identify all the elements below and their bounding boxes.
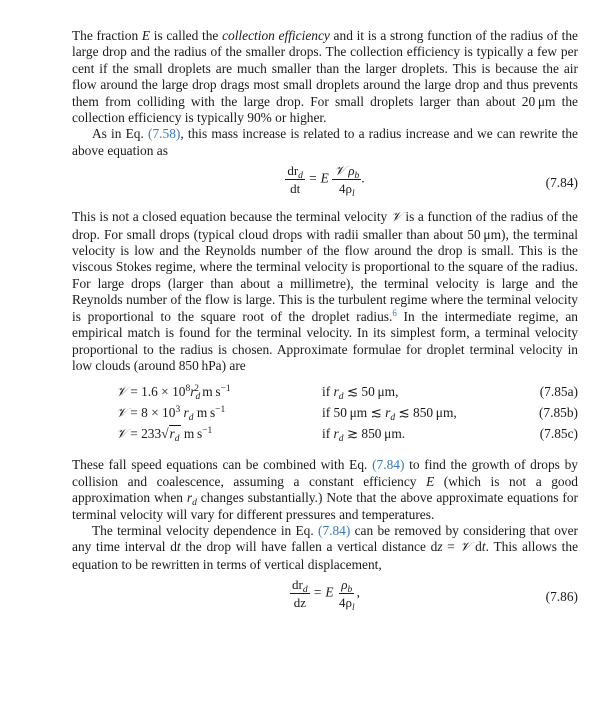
equation-number: (7.84) — [545, 175, 578, 191]
text: This is not a closed equation because the terminal velocity — [72, 209, 391, 225]
denominator: $4\rho_l$ — [338, 181, 355, 200]
condition: if 50 μm ≲ $r_d$ ≲ 850 μm, — [322, 405, 457, 424]
symbol-V: 𝒱 — [390, 210, 402, 226]
paragraph-terminal-velocity — [72, 209, 578, 374]
paragraph-mass-increase — [72, 126, 578, 159]
text: the drop will have fallen a vertical distance d — [180, 539, 438, 555]
equation-body: $\frac{dr_d}{dt}$ = E $\frac{𝒱 \rho_b}{4\rho_l}$ . — [287, 163, 365, 200]
equals-E: = E — [313, 584, 334, 600]
formula: 𝒱 = $8 \times 10^3$ $r_d$ m $s^{-1}$ — [116, 405, 226, 424]
symbol-V: 𝒱 — [459, 540, 471, 556]
numerator: $dr_d$ — [292, 577, 308, 596]
denominator: dt — [290, 181, 301, 197]
text: to find the growth of drops by collision and coalescence, assuming a constant efficiency — [72, 457, 578, 489]
formula: 𝒱 = $233√r_d$ m $s^{-1}$ — [116, 426, 213, 445]
text: , this mass increase is related to a radius increase and we can rewrite the above equation as — [72, 126, 578, 158]
denominator: dz — [293, 595, 306, 611]
equation-set-7-85 — [72, 384, 578, 447]
condition: if $r_d$ ≳ 850 μm. — [322, 426, 406, 445]
text: As in Eq. — [92, 126, 148, 142]
equation-number: (7.86) — [545, 589, 578, 605]
text-column — [72, 28, 578, 623]
equation-number: (7.85b) — [538, 405, 578, 421]
text: These fall speed equations can be combined with Eq. — [72, 457, 373, 473]
text: The terminal velocity dependence in Eq. — [92, 522, 318, 538]
equation-link[interactable]: (7.84) — [372, 457, 405, 473]
text: In the intermediate regime, an empirical match is found for the terminal velocity. In its simplest form, a terminal velocity proportional to the radius is chosen. Approximate formulae for droplet terminal velocity in low clouds (around 850 hPa) are — [72, 308, 578, 373]
equation-link[interactable]: (7.84) — [317, 522, 351, 538]
denominator: $4\rho_l$ — [338, 595, 355, 614]
equation-7-84 — [72, 163, 578, 203]
fraction-lhs — [285, 163, 305, 196]
text: can be removed by considering that over any time interval d — [72, 522, 578, 555]
numerator: 𝒱 $\rho_b$ — [334, 163, 360, 182]
fraction-rhs — [337, 577, 357, 614]
equals-E: = E — [308, 170, 329, 186]
equation-link[interactable]: (7.58) — [148, 126, 181, 142]
paragraph-vertical-displacement: The terminal velocity dependence in Eq. (7.84) can be removed by considering that over any time interval dt the drop will have fallen a vertical distance dz = 𝒱 dt. This allows the equation to be rewritten in terms of vertical displacement, — [72, 522, 579, 572]
equation-7-86 — [72, 577, 578, 617]
paragraph-fall-speed: These fall speed equations can be combined with Eq. (7.84) to find the growth of drops by collision and coalescence, assuming a constant efficiency E (which is not a good approximation when $r_d$ changes substantially.) Note that the above approximate equations for terminal velocity will vary for different pressures and temperatures. — [72, 457, 579, 522]
numerator: $\rho_b$ — [341, 577, 353, 596]
equation-7-85c — [72, 426, 578, 447]
formula: 𝒱 = $1.6 \times 10^8r_d^2$ m $s^{-1}$ — [116, 384, 231, 403]
equation-body: $\frac{dr_d}{dz}$ = E $\frac{\rho_b}{4\rho_l}$ , — [292, 577, 360, 614]
equation-number: (7.85c) — [539, 426, 578, 442]
paragraph-collection-efficiency — [72, 28, 578, 126]
term-collection-efficiency: collection efficiency — [222, 28, 330, 43]
text: changes substantially.) Note that the above approximate equations for terminal velocity will vary for different pressures and temperatures. — [72, 490, 579, 522]
text: and it is a strong function of the radius of the large drop and the radius of the smaller drops. The collection efficiency is typically a few per cent if the small droplets are much smaller than the larger droplets. This is because the air flow around the large drop drags most small droplets around the large drop and thus prevents them from colliding with the large drop. For small droplets larger than about 20 μm the collection efficiency is typically 90% or higher. — [72, 28, 578, 126]
condition: if $r_d$ ≲ 50 μm, — [322, 384, 399, 403]
symbol-E: E — [426, 473, 435, 489]
text: (which is not a good approximation when — [72, 473, 578, 506]
fraction-rhs — [332, 163, 361, 200]
equation-7-85a — [72, 384, 578, 405]
sqrt-sign: √ — [161, 426, 169, 442]
equation-number: (7.85a) — [539, 384, 578, 400]
text: is called the — [150, 28, 223, 43]
radicand: $r_d$ — [169, 426, 180, 445]
text: is a function of the radius of the drop. For small drops (typical cloud drops with radii smaller than about 50 μm), the terminal velocity is low and the Reynolds number of the flow around the drop is small. This is the viscous Stokes regime, where the terminal velocity is proportional to the square of the radius. For large drops (larger than about a millimetre), the terminal velocity is large and the Reynolds number of the flow is large. This is the turbulent regime where the terminal velocity is proportional to the square root of the droplet radius. — [72, 209, 578, 324]
equation-7-85b — [72, 405, 578, 426]
numerator: $dr_d$ — [287, 163, 303, 182]
text: . This allows the equation to be rewritten in terms of vertical displacement, — [72, 539, 579, 572]
symbol-E: E — [141, 28, 151, 43]
footnote-link[interactable]: 6 — [392, 307, 397, 318]
text: The fraction — [72, 28, 142, 43]
fraction-lhs — [290, 577, 310, 610]
